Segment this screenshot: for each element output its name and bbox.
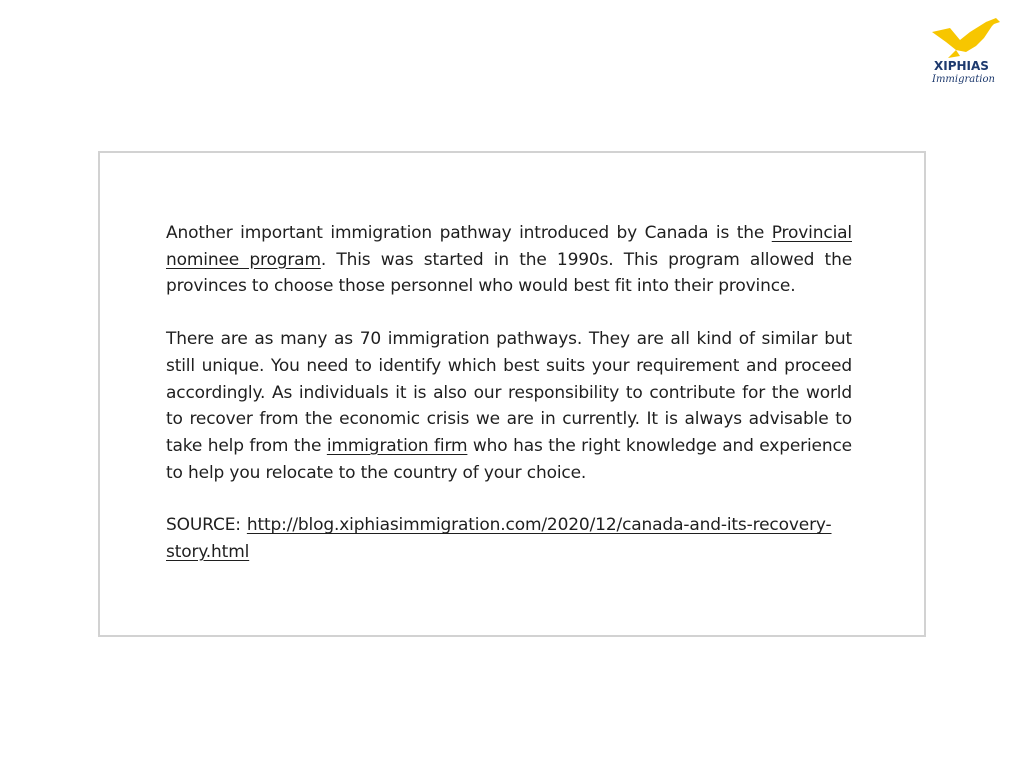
provincial-nominee-program-link[interactable]: Provincial nominee program — [166, 223, 852, 270]
eagle-logo-icon — [926, 18, 1006, 86]
paragraph-immigration-pathways — [166, 326, 852, 486]
paragraph1-text-before: Another important immigration pathway introduced by Canada is the — [166, 223, 772, 243]
source-url-link[interactable]: http://blog.xiphiasimmigration.com/2020/12/canada-and-its-recovery-story.html — [166, 515, 832, 563]
source-line — [166, 512, 852, 565]
logo-brand-text: XIPHIAS — [934, 59, 989, 73]
paragraph2-text-after: who has the right knowledge and experience to help you relocate to the country of your choice. — [166, 435, 852, 483]
paragraph1-text-after: . This was started in the 1990s. This program allowed the provinces to choose those personnel who would best fit into their province. — [166, 249, 853, 297]
content-box — [98, 151, 926, 637]
xiphias-immigration-logo — [926, 18, 1006, 86]
logo-tagline-text: Immigration — [932, 74, 995, 85]
content-body — [166, 220, 852, 592]
paragraph-provincial-nominee — [166, 220, 852, 300]
source-label: SOURCE: — [166, 515, 241, 536]
immigration-firm-link[interactable]: immigration firm — [326, 435, 468, 456]
paragraph2-text-before: There are as many as 70 immigration pathways. They are all kind of similar but still unique. You need to identify which best suits your requirement and proceed accordingly. As individuals it is also our responsibility to contribute for the world to recover from the economic crisis we are in currently. It is always advisable to take help from the — [166, 329, 852, 456]
